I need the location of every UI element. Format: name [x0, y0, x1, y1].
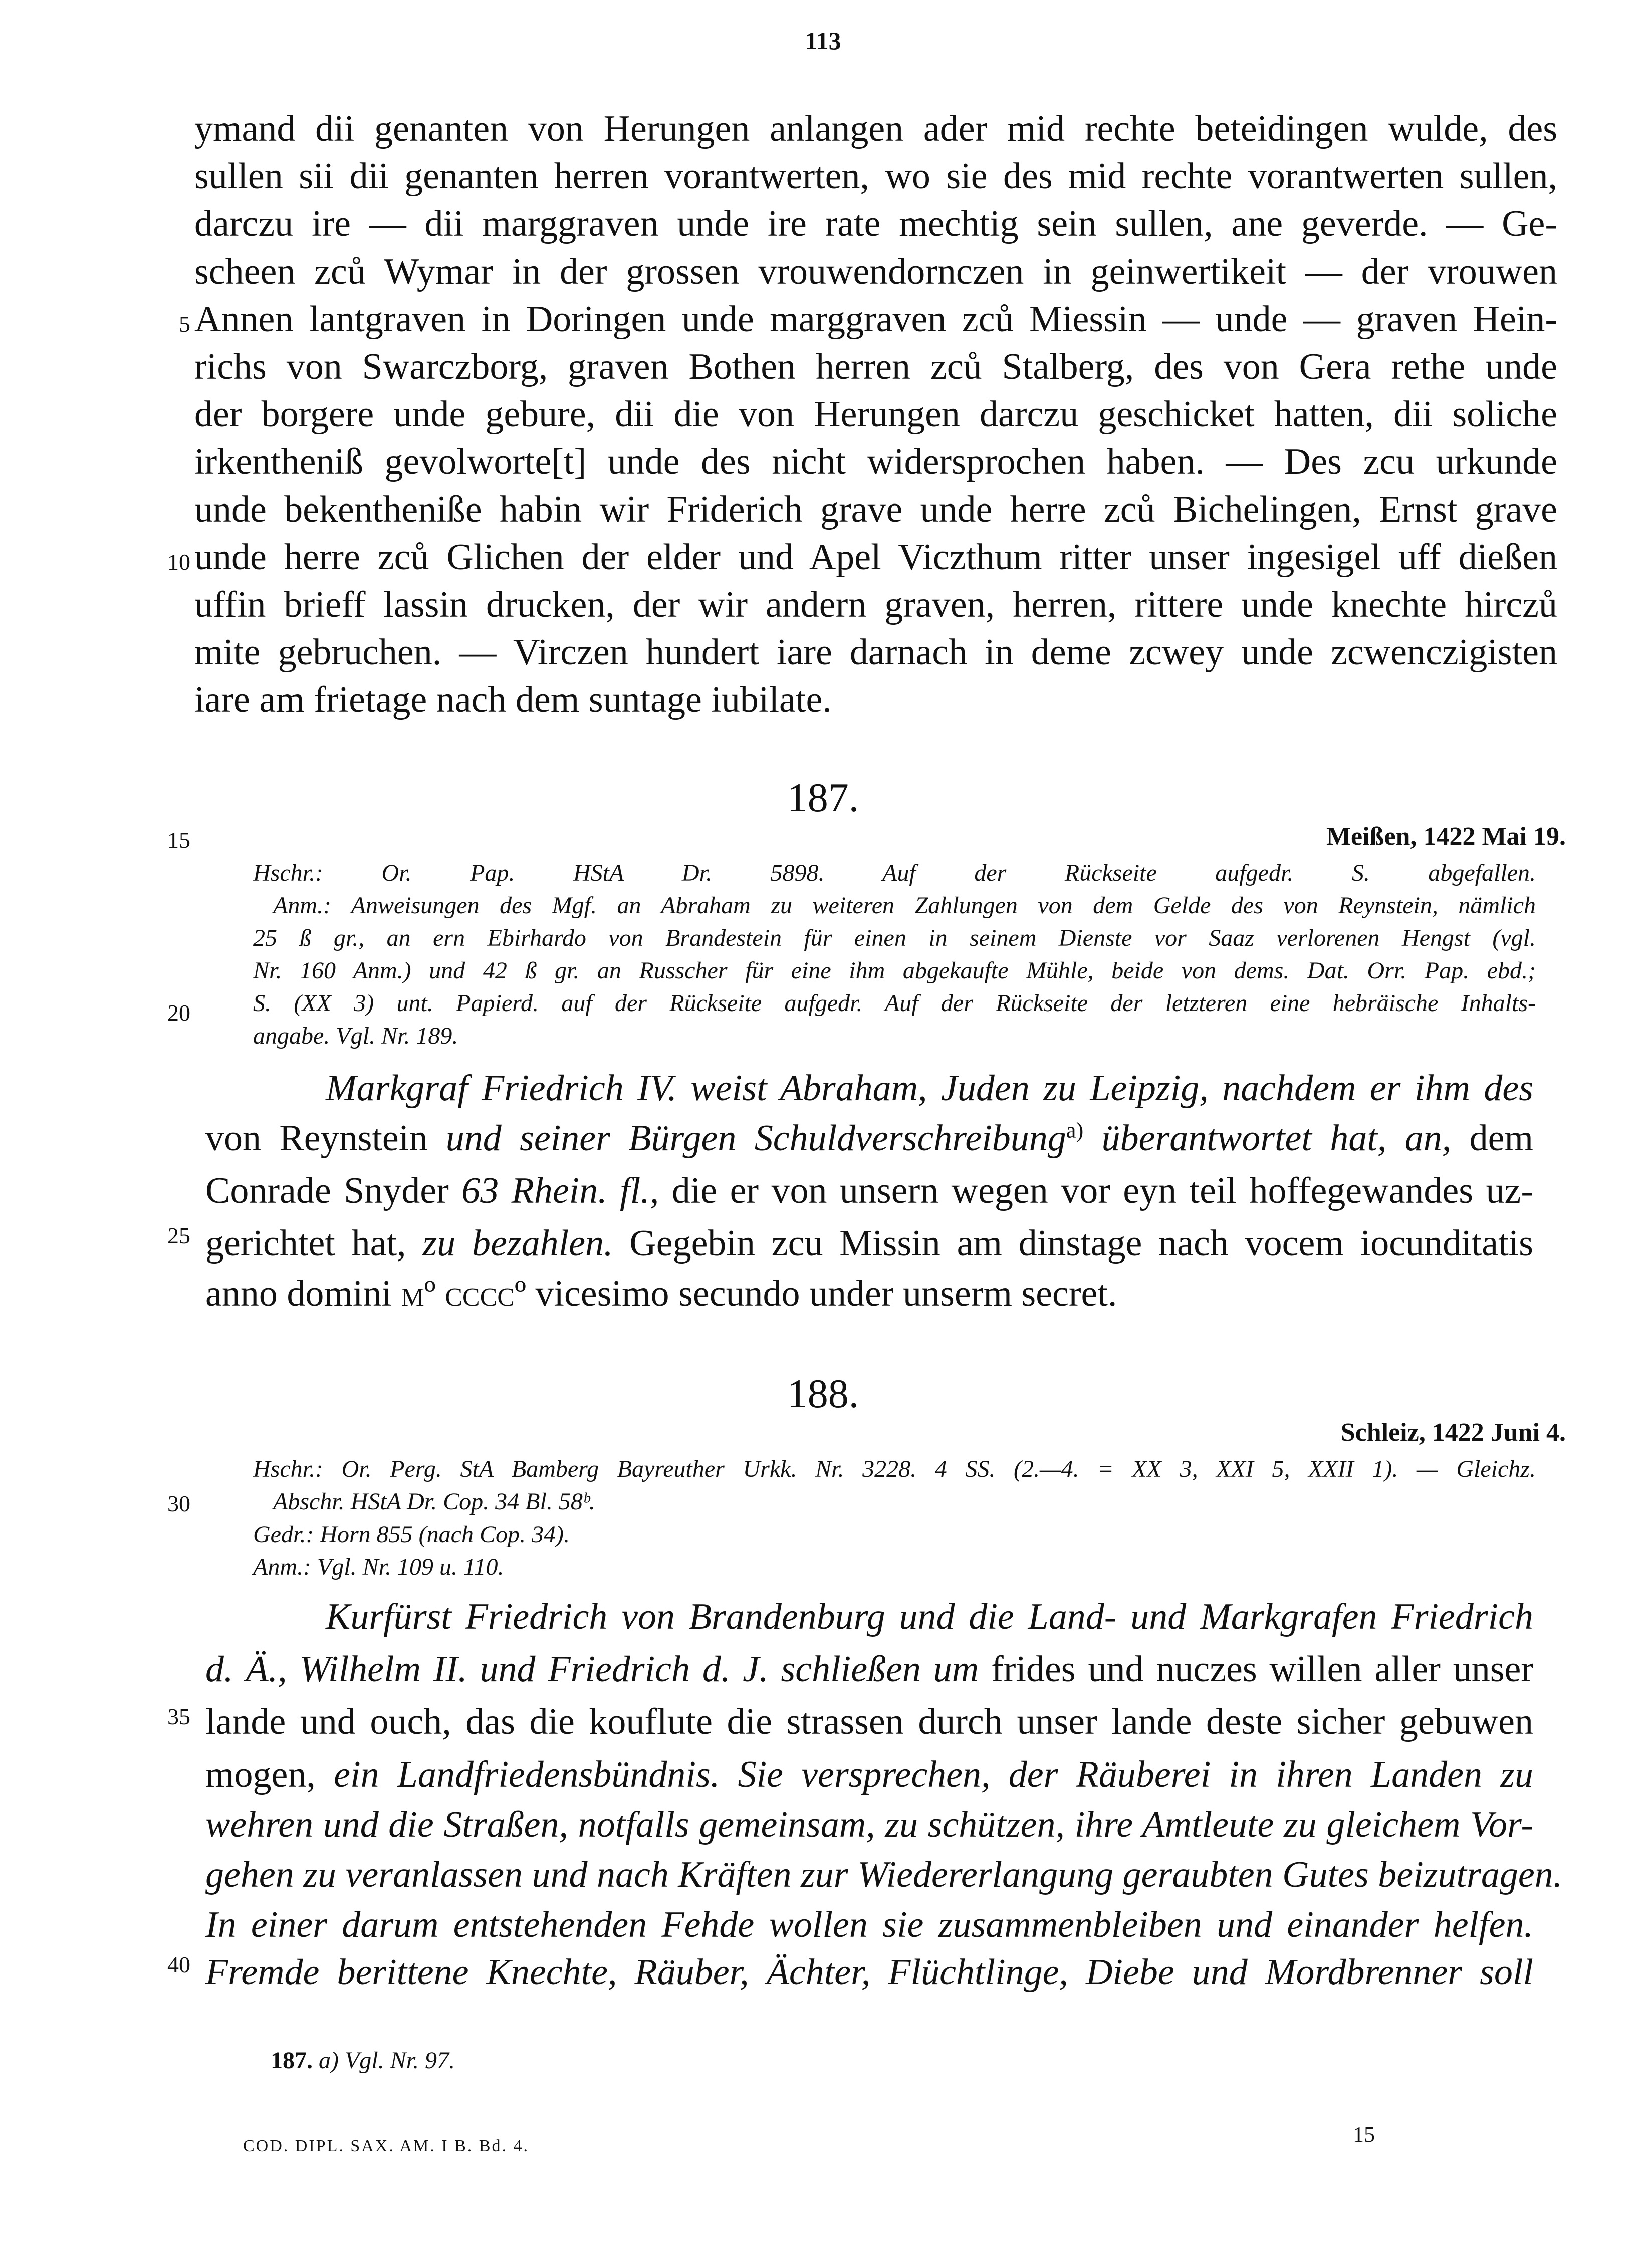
intro-line-3: darczu ire — dii marggraven unde ire rate mechtig sein sullen, ane geverde. — Ge- [194, 203, 1557, 244]
apparatus-187-line-2: Anm.: Anweisungen des Mgf. an Abraham zu weiteren Zahlungen von dem Gelde des von Reynstein, nämlich [273, 892, 1536, 919]
regest-188-line-3: lande und ouch, das die kouflute die strassen durch unser lande deste sicher gebuwen [205, 1701, 1533, 1742]
margin-line-number-30: 30 [167, 1491, 190, 1517]
regest-187-text: anno domini [205, 1273, 392, 1314]
regest-187-text: die er von unsern wegen vor eyn teil hoffegewandes uz- [671, 1170, 1533, 1211]
regest-187-text: Gegebin zcu Missin am dinstage nach vocem iocunditatis [629, 1223, 1533, 1264]
document-number-188: 188. [787, 1371, 859, 1416]
apparatus-188-line-4: Anm.: Vgl. Nr. 109 u. 110. [253, 1554, 504, 1580]
apparatus-188-line-1: Hschr.: Or. Perg. StA Bamberg Bayreuther Urkk. Nr. 3228. 4 SS. (2.—4. = XX 3, XXI 5, XXII 1). — Gleichz. [253, 1456, 1536, 1482]
regest-187-text: dem [1469, 1118, 1534, 1159]
intro-line-6: richs von Swarczborg, graven Bothen herren zců Stalberg, des von Gera rethe unde [194, 346, 1557, 387]
intro-line-2: sullen sii dii genanten herren vorantwerten, wo sie des mid rechte vorantwerten sullen, [194, 156, 1557, 197]
dateline-188: Schleiz, 1422 Juni 4. [1340, 1418, 1566, 1447]
apparatus-188-line-3: Gedr.: Horn 855 (nach Cop. 34). [253, 1521, 570, 1548]
margin-line-number-20: 20 [167, 1000, 190, 1026]
intro-line-8: irkentheniß gevolworte[t] unde des nicht widersprochen haben. — Des zcu urkunde [194, 441, 1557, 482]
intro-line-13: iare am frietage nach dem suntage iubilate. [194, 679, 832, 720]
regest-187-text: überantwortet hat, an, [1101, 1118, 1452, 1159]
regest-187-text: Conrade Snyder [205, 1170, 449, 1211]
apparatus-188-line-2: Abschr. HStA Dr. Cop. 34 Bl. 58ᵇ. [273, 1488, 595, 1515]
regest-188-text: ein Landfriedensbündnis. Sie versprechen, der Räuberei in ihren Landen zu [334, 1754, 1534, 1795]
intro-line-9: unde bekentheniße habin wir Friderich grave unde herre zců Bichelingen, Ernst grave [194, 489, 1557, 530]
regest-187-line-4 [205, 1222, 1533, 1265]
regest-187-line-3 [205, 1170, 1533, 1212]
regest-187-text: 63 Rhein. fl., [461, 1170, 659, 1211]
intro-line-11: uffin brieff lassin drucken, der wir andern graven, herren, rittere unde knechte hirczů [194, 584, 1557, 625]
regest-188-line-2 [205, 1648, 1533, 1691]
regest-188-text: frides und nuczes willen aller unser [991, 1649, 1533, 1690]
regest-187-text: mº ccccº [401, 1273, 526, 1314]
apparatus-187-line-1: Hschr.: Or. Pap. HStA Dr. 5898. Auf der Rückseite aufgedr. S. abgefallen. [253, 860, 1536, 886]
footnote-text: a) Vgl. Nr. 97. [319, 2047, 455, 2074]
intro-line-12: mite gebruchen. — Virczen hundert iare darnach in deme zcwey unde zcwenczigisten [194, 632, 1557, 673]
regest-187-text: und seiner Bürgen Schuldverschreibung [445, 1118, 1066, 1159]
regest-188-line-7: In einer darum entstehenden Fehde wollen sie zusammenbleiben und einander helfen. [205, 1904, 1533, 1945]
footnote-marker-a: a) [1066, 1117, 1084, 1143]
regest-187-line-1 [326, 1067, 1533, 1110]
page-number: 113 [805, 27, 841, 55]
regest-187-line-5 [205, 1273, 1533, 1315]
regest-188-line-4 [205, 1753, 1533, 1796]
margin-line-number-10: 10 [167, 549, 190, 575]
intro-line-10: unde herre zců Glichen der elder und Apel Viczthum ritter unser ingesigel uff dießen [194, 537, 1557, 578]
regest-187-text: von Reynstein [205, 1118, 428, 1159]
apparatus-187-line-3: 25 ß gr., an ern Ebirhardo von Brandestein für einen in seinem Dienste vor Saaz verlorenen Hengst (vgl. [253, 925, 1536, 951]
regest-188-text: d. Ä., Wilhelm II. und Friedrich d. J. schließen um [205, 1649, 979, 1690]
sheet-signature: COD. DIPL. SAX. AM. I B. Bd. 4. [243, 2137, 529, 2155]
intro-line-5: Annen lantgraven in Doringen unde marggraven zců Miessin — unde — graven Hein- [194, 299, 1557, 340]
footnote-187-a [271, 2047, 455, 2074]
regest-188-line-8: Fremde berittene Knechte, Räuber, Ächter, Flüchtlinge, Diebe und Mordbrenner soll [205, 1952, 1533, 1993]
margin-line-number-40: 40 [167, 1952, 190, 1977]
regest-188-text: mogen, [205, 1754, 316, 1795]
regest-187-text: zu bezahlen. [422, 1223, 613, 1264]
regest-188-line-5: wehren und die Straßen, notfalls gemeinsam, zu schützen, ihre Amtleute zu gleichem Vor- [205, 1804, 1533, 1845]
regest-187-line-2 [205, 1117, 1533, 1160]
dateline-187: Meißen, 1422 Mai 19. [1326, 822, 1566, 851]
regest-187-text: vicesimo secundo under unserm secret. [535, 1273, 1117, 1314]
intro-line-1: ymand dii genanten von Herungen anlangen ader mid rechte beteidingen wulde, des [194, 108, 1557, 149]
regest-187-text: Markgraf Friedrich IV. weist Abraham, Juden zu Leipzig, nachdem er ihm des [326, 1068, 1533, 1109]
document-number-187: 187. [787, 775, 859, 820]
margin-line-number-15: 15 [167, 827, 190, 853]
margin-line-number-35: 35 [167, 1704, 190, 1729]
apparatus-187-line-4: Nr. 160 Anm.) und 42 ß gr. an Russcher für eine ihm abgekaufte Mühle, beide von dems. Dat. Orr. Pap. ebd.; [253, 957, 1536, 984]
apparatus-187-line-6: angabe. Vgl. Nr. 189. [253, 1023, 458, 1049]
sheet-number: 15 [1353, 2122, 1375, 2147]
margin-line-number-5: 5 [179, 311, 190, 337]
intro-line-4: scheen zců Wymar in der grossen vrouwendornczen in geinwertikeit — der vrouwen [194, 251, 1557, 292]
footnote-ref: 187. [271, 2047, 313, 2074]
regest-187-text: gerichtet hat, [205, 1223, 406, 1264]
regest-188-line-1: Kurfürst Friedrich von Brandenburg und die Land- und Markgrafen Friedrich [326, 1596, 1533, 1637]
apparatus-187-line-5: S. (XX 3) unt. Papierd. auf der Rückseite aufgedr. Auf der Rückseite der letzteren eine hebräische Inhalts- [253, 990, 1536, 1017]
margin-line-number-25: 25 [167, 1223, 190, 1248]
intro-line-7: der borgere unde gebure, dii die von Herungen darczu geschicket hatten, dii soliche [194, 394, 1557, 435]
regest-188-line-6: gehen zu veranlassen und nach Kräften zur Wiedererlangung geraubten Gutes beizutragen. [205, 1854, 1563, 1895]
